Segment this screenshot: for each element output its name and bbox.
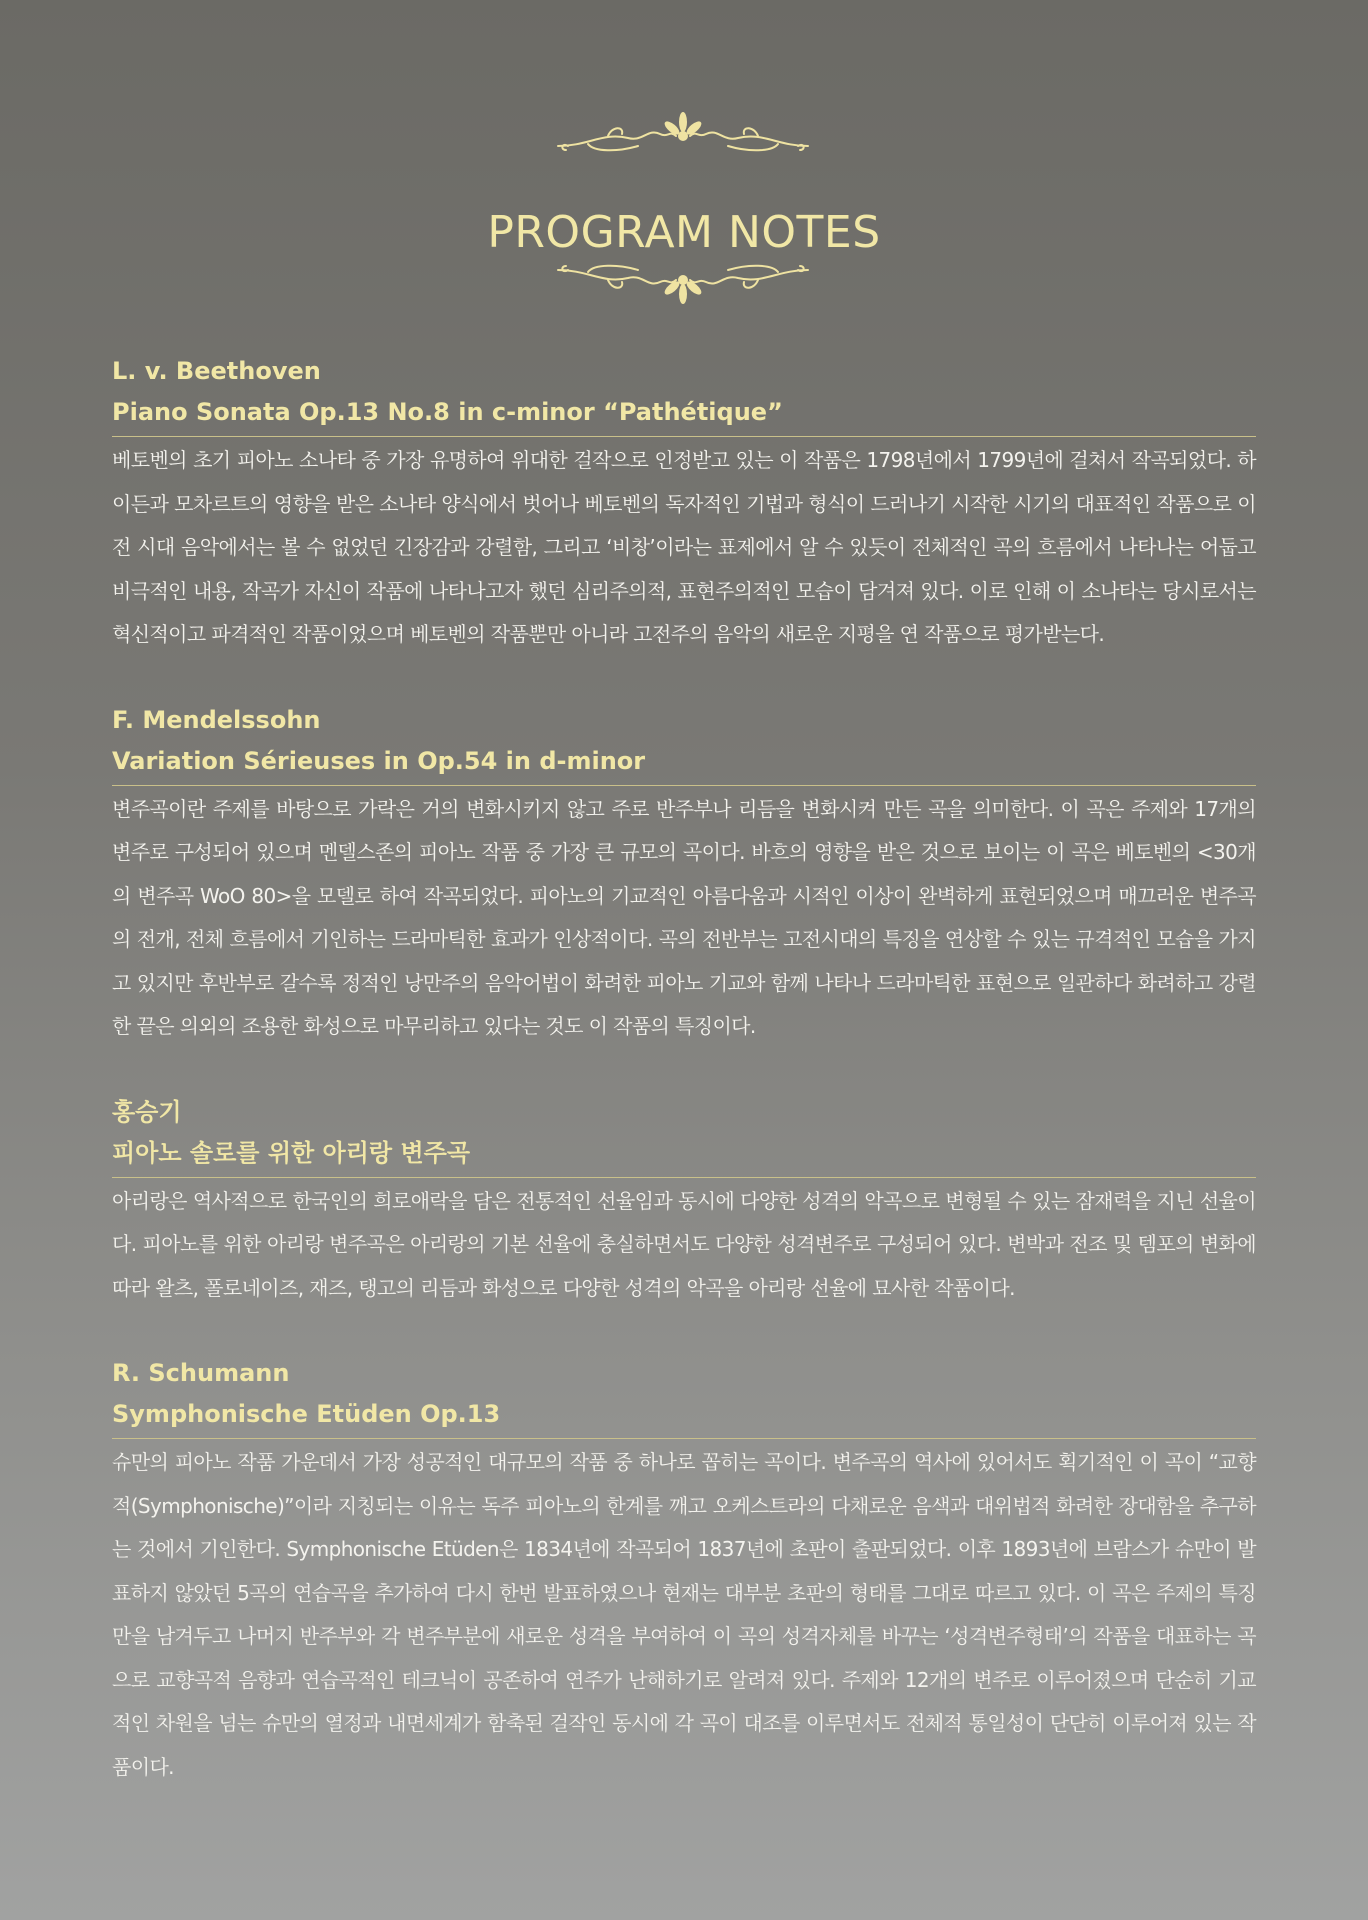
page-header	[0, 108, 1368, 308]
note-section-hong	[112, 1091, 1256, 1311]
note-body: 변주곡이란 주제를 바탕으로 가락은 거의 변화시키지 않고 주로 반주부나 리듬을 변화시켜 만든 곡을 의미한다. 이 곡은 주제와 17개의 변주로 구성되어 있으며 멘델스존의 피아노 작품 중 가장 큰 규모의 곡이다. 바흐의 영향을 받은 것으로 보이는 이 곡은 베토벤의 <30개의 변주곡 WoO 80>을 모델로 하여 작곡되었다. 피아노의 기교적인 아름다움과 시적인 이상이 완벽하게 표현되었으며 매끄러운 변주곡의 전개, 전체 흐름에서 기인하는 드라마틱한 효과가 인상적이다. 곡의 전반부는 고전시대의 특징을 연상할 수 있는 규격적인 모습을 가지고 있지만 후반부로 갈수록 정적인 낭만주의 음악어법이 화려한 피아노 기교와 함께 나타나 드라마틱한 표현으로 일관하다 화려하고 강렬한 끝은 의외의 조용한 화성으로 마무리하고 있다는 것도 이 작품의 특징이다.	[112, 796, 1256, 1038]
work-title: 피아노 솔로를 위한 아리랑 변주곡	[112, 1133, 1256, 1178]
composer-name: 홍승기	[112, 1097, 182, 1126]
composer-name: L. v. Beethoven	[112, 357, 321, 385]
work-title: Piano Sonata Op.13 No.8 in c-minor “Pathétique”	[112, 392, 1256, 437]
work-title: Variation Sérieuses in Op.54 in d-minor	[112, 741, 1256, 786]
work-title: Symphonische Etüden Op.13	[112, 1394, 1256, 1439]
composer-name: R. Schumann	[112, 1359, 290, 1387]
page-title: PROGRAM NOTES	[487, 207, 881, 259]
note-body: 베토벤의 초기 피아노 소나타 중 가장 유명하여 위대한 걸작으로 인정받고 있는 이 작품은 1798년에서 1799년에 걸쳐서 작곡되었다. 하이든과 모차르트의 영향을 받은 소나타 양식에서 벗어나 베토벤의 독자적인 기법과 형식이 드러나기 시작한 시기의 대표적인 작품으로 이전 시대 음악에서는 볼 수 없었던 긴장감과 강렬함, 그리고 ‘비창’이라는 표제에서 알 수 있듯이 전체적인 곡의 흐름에서 나타나는 어둡고 비극적인 내용, 작곡가 자신이 작품에 나타나고자 했던 심리주의적, 표현주의적인 모습이 담겨져 있다. 이로 인해 이 소나타는 당시로서는 혁신적이고 파격적인 작품이었으며 베토벤의 작품뿐만 아니라 고전주의 음악의 새로운 지평을 연 작품으로 평가받는다.	[112, 448, 1256, 646]
note-section-mendelssohn	[112, 699, 1256, 1049]
composer-name: F. Mendelssohn	[112, 705, 321, 734]
ornament-flourish-top-icon	[548, 108, 818, 158]
program-notes-content	[112, 350, 1256, 1831]
note-body: 아리랑은 역사적으로 한국인의 희로애락을 담은 전통적인 선율임과 동시에 다양한 성격의 악곡으로 변형될 수 있는 잠재력을 지닌 선율이다. 피아노를 위한 아리랑 변주곡은 아리랑의 기본 선율에 충실하면서도 다양한 성격변주로 구성되어 있다. 변박과 전조 및 템포의 변화에 따라 왈츠, 폴로네이즈, 재즈, 탱고의 리듬과 화성으로 다양한 성격의 악곡을 아리랑 선율에 묘사한 작품이다.	[112, 1188, 1256, 1300]
note-section-schumann	[112, 1352, 1256, 1789]
note-section-beethoven	[112, 350, 1256, 657]
ornament-flourish-bottom-icon	[548, 258, 818, 308]
note-body: 슈만의 피아노 작품 가운데서 가장 성공적인 대규모의 작품 중 하나로 꼽히는 곡이다. 변주곡의 역사에 있어서도 획기적인 이 곡이 “교향적(Symphonische)”이라 지칭되는 이유는 독주 피아노의 한계를 깨고 오케스트라의 다채로운 음색과 대위법적 화려한 장대함을 추구하는 것에서 기인한다. Symphonische Etüden은 1834년에 작곡되어 1837년에 초판이 출판되었다. 이후 1893년에 브람스가 슈만이 발표하지 않았던 5곡의 연습곡을 추가하여 다시 한번 발표하였으나 현재는 대부분 초판의 형태를 그대로 따르고 있다. 이 곡은 주제의 특징만을 남겨두고 나머지 반주부와 각 변주부분에 새로운 성격을 부여하여 이 곡의 성격자체를 바꾸는 ‘성격변주형태’의 작품을 대표하는 곡으로 교향곡적 음향과 연습곡적인 테크닉이 공존하여 연주가 난해하기로 알려져 있다. 주제와 12개의 변주로 이루어졌으며 단순히 기교적인 차원을 넘는 슈만의 열정과 내면세계가 함축된 걸작인 동시에 각 곡이 대조를 이루면서도 전체적 통일성이 단단히 이루어져 있는 작품이다.	[112, 1450, 1256, 1779]
